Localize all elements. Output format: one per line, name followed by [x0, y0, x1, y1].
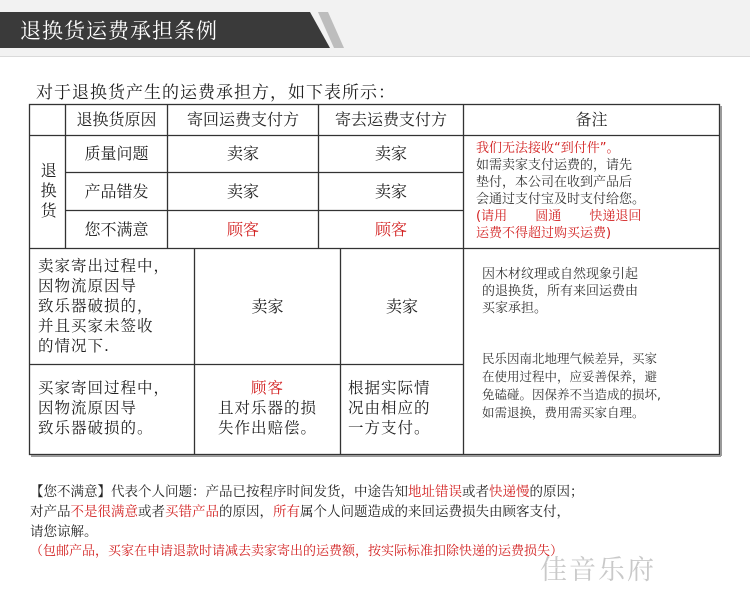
- header-cell-remarks: 备注: [575, 110, 608, 130]
- note-2-d: 买错产品: [165, 504, 219, 520]
- header-cell-reason: 退换货原因: [76, 110, 157, 130]
- table-row-2-reason: 产品错发: [84, 181, 149, 201]
- remark-1-line-1: 我们无法接收“到付件”。: [476, 141, 620, 156]
- table-row-1-send: 卖家: [374, 144, 407, 164]
- note-1-b: 地址错误: [408, 484, 462, 500]
- remark-2-line-3: 买家承担。: [482, 301, 548, 316]
- group-label: [30, 136, 65, 248]
- remark-1-line-4: 会通过支付宝及时支付给您。: [476, 192, 646, 207]
- table-row-3-return: 顾客: [226, 219, 259, 239]
- row-5-return-line-3: 失作出赔偿。: [217, 419, 317, 437]
- note-line-4: （包邮产品，买家在申请退款时请减去卖家寄出的运费额，按实际标准扣除快递的运费损失）: [30, 544, 564, 559]
- row-5-line-3: 致乐器破损的。: [38, 419, 154, 437]
- row-4-send: 卖家: [385, 296, 418, 316]
- note-line-2: [30, 502, 730, 522]
- remark-1-line-6: 运费不得超过购买运费): [476, 226, 612, 241]
- remark-1-line-5: (请用 圆通 快递退回: [476, 209, 642, 224]
- note-2-c: 或者: [138, 504, 165, 520]
- remark-1-line-2: 如需卖家支付运费的，请先: [476, 158, 633, 173]
- table-row-1-reason: 质量问题: [84, 144, 149, 164]
- remark-3-line-2: 在使用过程中，应妥善保养，避: [482, 369, 658, 384]
- remark-cell-3: [482, 350, 717, 422]
- remark-cell-2: [482, 266, 714, 317]
- row-5-reason: [38, 378, 194, 438]
- remark-1-line-3: 垫付，本公司在收到产品后: [476, 175, 633, 190]
- group-label-text: 退换货: [38, 162, 58, 222]
- note-1-e: 的原因；: [529, 484, 584, 500]
- note-2-g: 属个人问题造成的来回运费损失由顾客支付，: [300, 504, 570, 520]
- note-1-c: 或者: [462, 484, 489, 500]
- row-4-line-1: 卖家寄出过程中，: [38, 257, 171, 275]
- row-4-return: 卖家: [251, 296, 284, 316]
- row-4-reason: [38, 256, 194, 356]
- row-5-send-line-1: 根据实际情: [348, 379, 431, 397]
- header-cell-send-payer: 寄去运费支付方: [334, 110, 447, 130]
- row-5-line-2: 因物流原因导: [38, 399, 138, 417]
- row-4-line-4: 并且买家未签收: [38, 317, 154, 335]
- row-5-line-1: 买家寄回过程中，: [38, 379, 171, 397]
- header-cell-return-payer: 寄回运费支付方: [186, 110, 299, 130]
- page-title: 退换货运费承担条例: [20, 19, 218, 43]
- remark-3-line-1: 民乐因南北地理气候差异，买家: [482, 351, 658, 366]
- table-row-1-return: 卖家: [226, 144, 259, 164]
- row-5-return: [195, 378, 340, 438]
- note-1-a: 【您不满意】代表个人问题：产品已按程序时间发货，中途告知: [30, 484, 408, 500]
- watermark-logo: 佳音乐府: [540, 555, 656, 586]
- table-row-3-reason: 您不满意: [84, 219, 149, 239]
- header-divider: [0, 56, 750, 57]
- row-5-send-line-3: 一方支付。: [348, 419, 431, 437]
- remark-3-line-4: 如需退换，费用需买家自理。: [482, 405, 645, 420]
- remark-cell-1: [476, 140, 716, 242]
- table-row-3-send: 顾客: [374, 219, 407, 239]
- remark-2-line-2: 的退换货，所有来回运费由: [482, 284, 639, 299]
- note-2-b: 不是很满意: [70, 504, 138, 520]
- row-4-line-5: 的情况下.: [38, 337, 110, 355]
- table-row-2-return: 卖家: [226, 181, 259, 201]
- note-line-1: [30, 482, 730, 502]
- note-1-d: 快递慢: [489, 484, 530, 500]
- intro-text: 对于退换货产生的运费承担方，如下表所示：: [36, 83, 396, 103]
- row-4-line-3: 致乐器破损的，: [38, 297, 154, 315]
- row-4-line-2: 因物流原因导: [38, 277, 138, 295]
- row-5-send-line-2: 况由相应的: [348, 399, 431, 417]
- table-row-2-send: 卖家: [374, 181, 407, 201]
- row-5-send: [348, 378, 463, 438]
- remark-2-line-1: 因木材纹理或自然现象引起: [482, 267, 639, 282]
- note-2-f: 所有: [273, 504, 300, 520]
- remark-3-line-3: 免磕碰。因保养不当造成的损坏,: [482, 387, 661, 402]
- row-5-return-line-2: 且对乐器的损: [217, 399, 317, 417]
- note-2-e: 的原因，: [219, 504, 273, 520]
- row-5-return-line-1: 顾客: [250, 379, 284, 397]
- note-line-3: 请您谅解。: [30, 524, 98, 540]
- note-2-a: 对产品: [30, 504, 71, 520]
